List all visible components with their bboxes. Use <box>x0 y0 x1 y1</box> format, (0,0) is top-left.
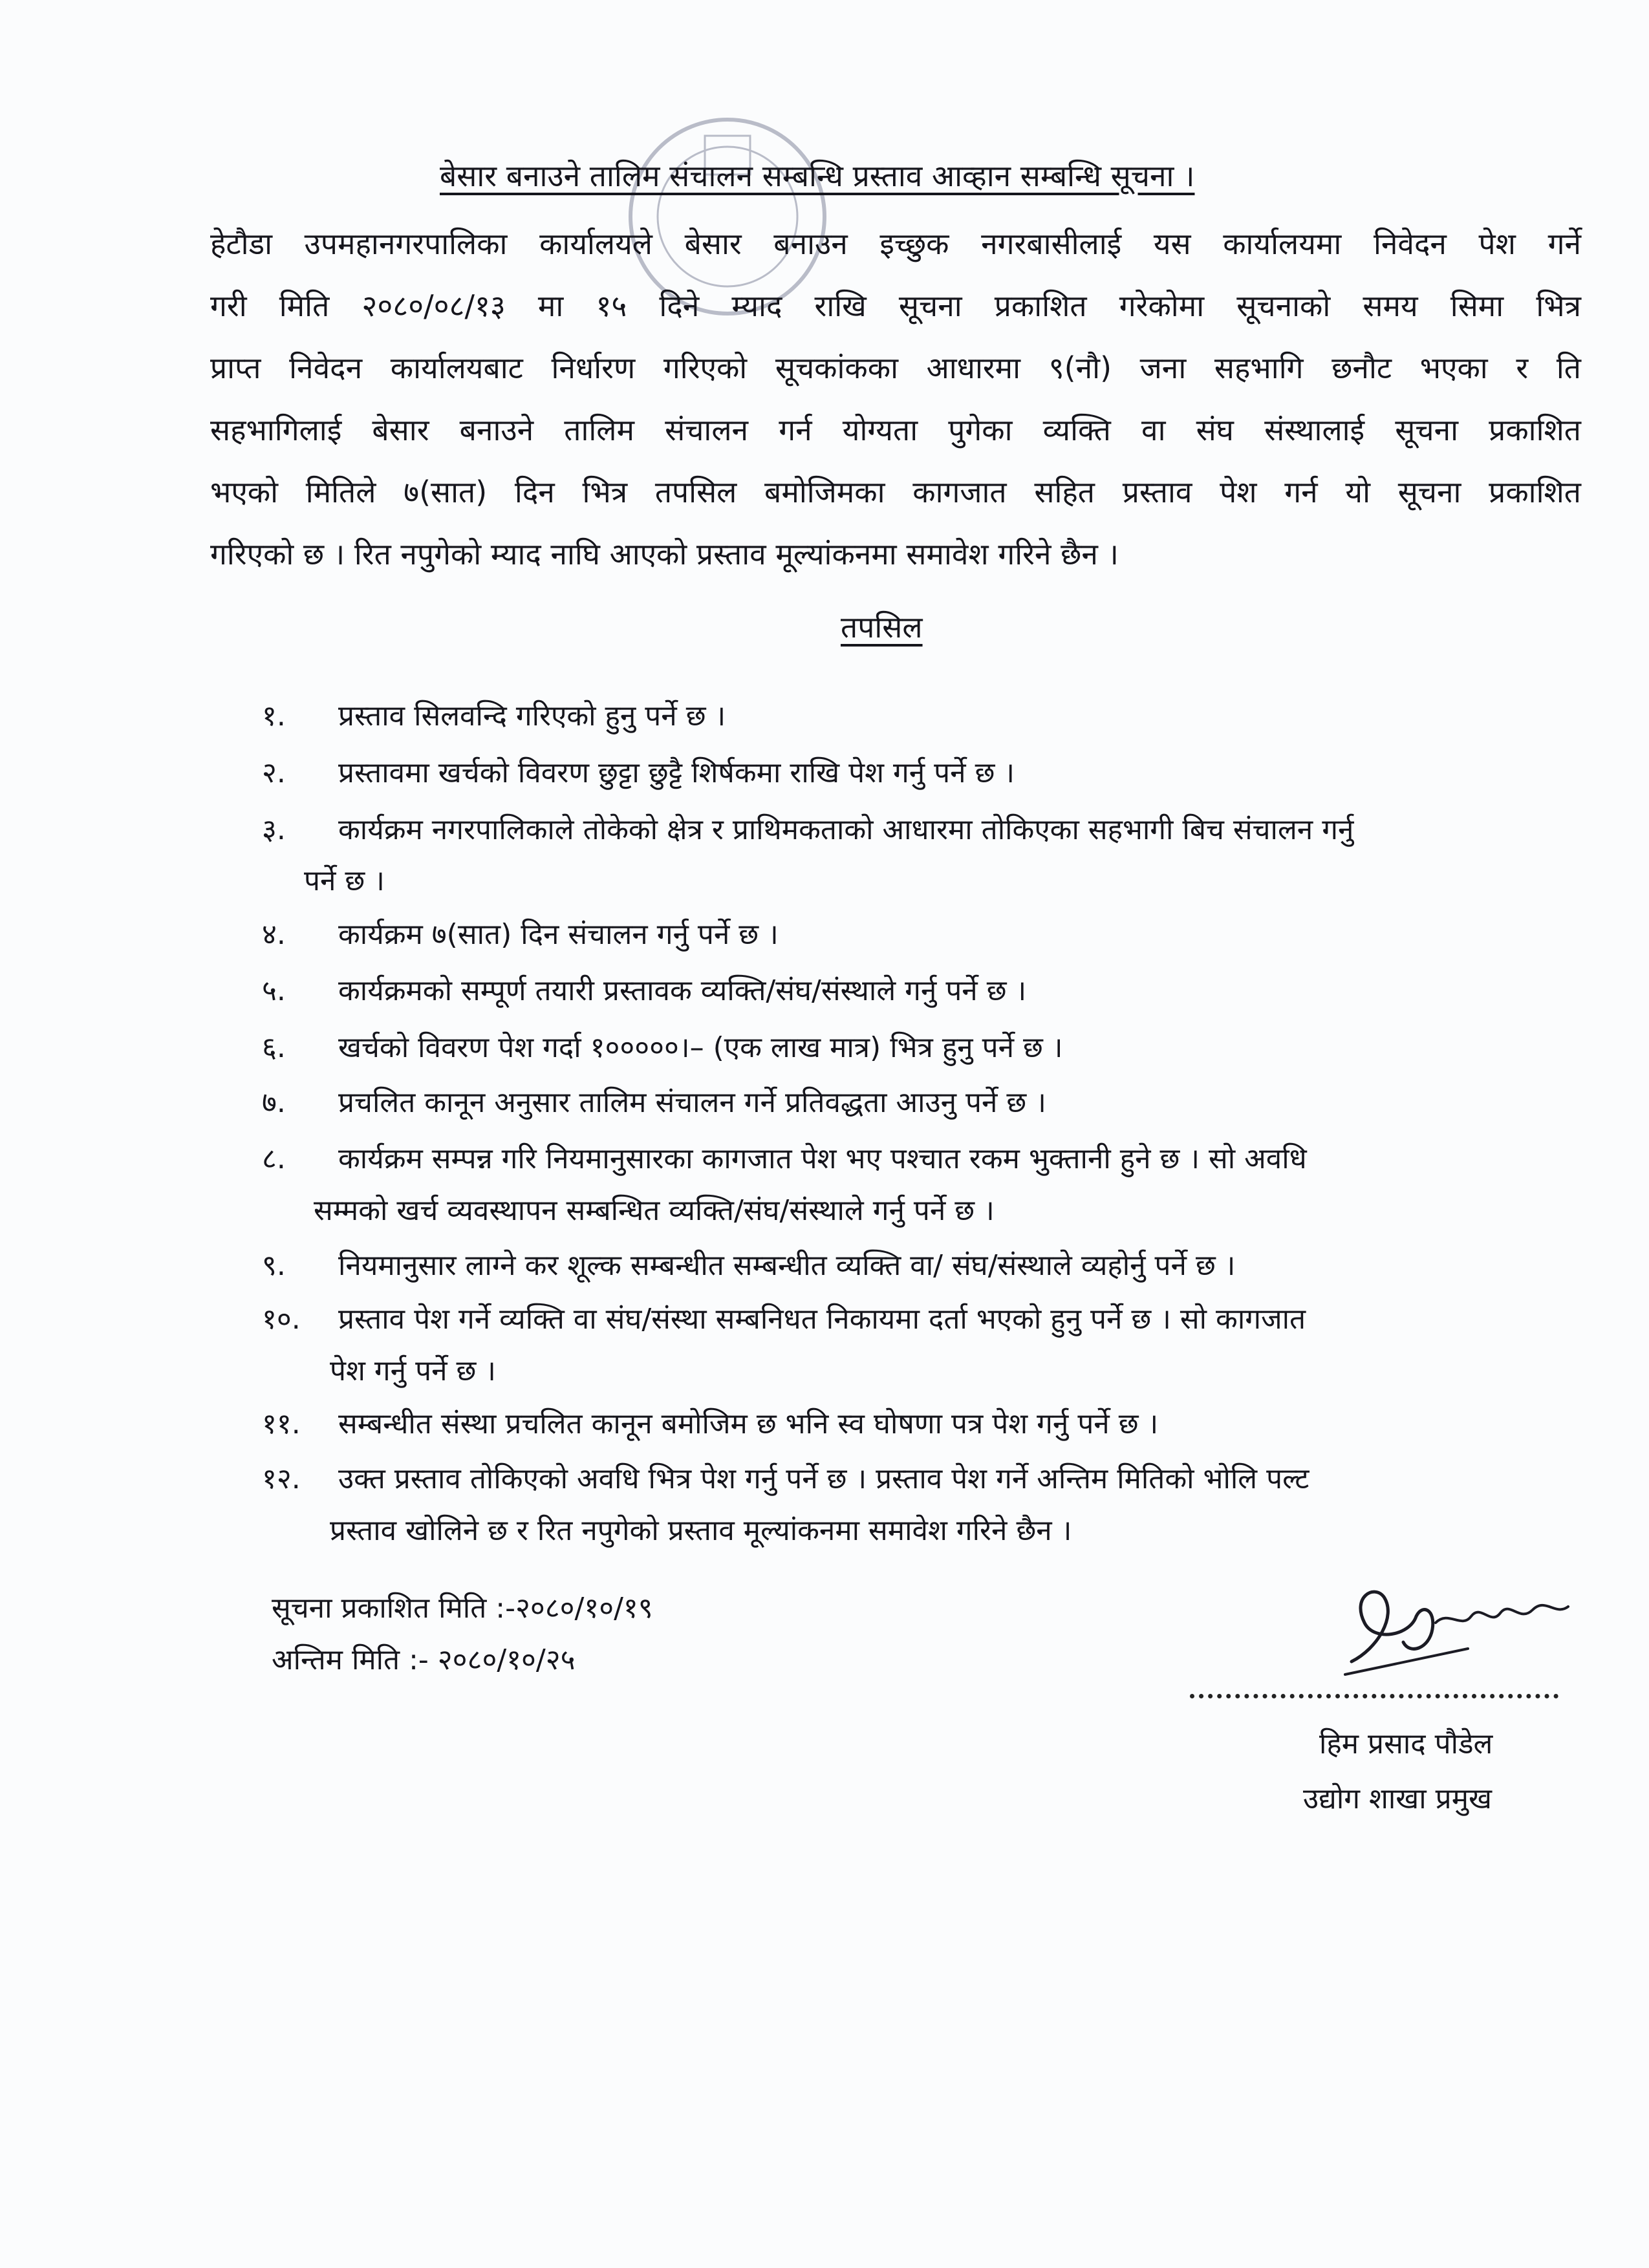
handwritten-signature <box>1339 1571 1584 1681</box>
signer-title: उद्योग शाखा प्रमुख <box>1303 1782 1493 1815</box>
item-continuation: पर्ने छ । <box>304 864 385 897</box>
list-item <box>262 914 779 952</box>
item-text: कार्यक्रम ७(सात) दिन संचालन गर्नु पर्ने छ । <box>338 918 779 951</box>
paragraph-line: हेटौडा उपमहानगरपालिका कार्यालयले बेसार बनाउन इच्छुक नगरबासीलाई यस कार्यालयमा निवेदन पेश गर्ने <box>210 226 1581 261</box>
item-number: १२. <box>262 1462 301 1495</box>
item-text: सम्बन्धीत संस्था प्रचलित कानून बमोजिम छ भनि स्व घोषणा पत्र पेश गर्नु पर्ने छ । <box>338 1407 1159 1440</box>
item-number: ४. <box>262 918 286 951</box>
item-number: ६. <box>262 1031 286 1064</box>
item-text: प्रचलित कानून अनुसार तालिम संचालन गर्ने प्रतिवद्धता आउनु पर्ने छ । <box>338 1086 1046 1119</box>
item-number: ५. <box>262 974 286 1007</box>
list-item <box>262 1245 1235 1283</box>
list-item <box>262 1138 1307 1177</box>
list-item <box>262 809 1353 848</box>
item-text: कार्यक्रमको सम्पूर्ण तयारी प्रस्तावक व्यक्ति/संघ/संस्थाले गर्नु पर्ने छ । <box>338 974 1027 1007</box>
list-item <box>262 1458 1309 1497</box>
published-date: सूचना प्रकाशित मिति :-२०८०/१०/१९ <box>272 1592 653 1625</box>
item-continuation: सम्मको खर्च व्यवस्थापन सम्बन्धित व्यक्ति/संघ/संस्थाले गर्नु पर्ने छ । <box>314 1194 995 1227</box>
list-item <box>262 1298 1306 1337</box>
details-heading: तपसिल <box>841 610 923 645</box>
item-continuation: प्रस्ताव खोलिने छ र रित नपुगेको प्रस्ताव मूल्यांकनमा समावेश गरिने छैन । <box>330 1514 1072 1547</box>
item-text: कार्यक्रम नगरपालिकाले तोकेको क्षेत्र र प्राथिमकताको आधारमा तोकिएका सहभागी बिच संचालन गर्नु <box>338 813 1354 846</box>
item-text: नियमानुसार लाग्ने कर शूल्क सम्बन्धीत सम्बन्धीत व्यक्ति वा/ संघ/संस्थाले व्यहोर्नु पर्ने छ । <box>338 1249 1236 1282</box>
list-item <box>262 752 1015 791</box>
item-text: उक्त प्रस्ताव तोकिएको अवधि भित्र पेश गर्नु पर्ने छ । प्रस्ताव पेश गर्ने अन्तिम मितिको भोलि पल्ट <box>338 1462 1310 1495</box>
paragraph-line: भएको मितिले ७(सात) दिन भित्र तपसिल बमोजिमका कागजात सहित प्रस्ताव पेश गर्न यो सूचना प्रकाशित <box>210 475 1581 509</box>
paragraph-line: गरिएको छ । रित नपुगेको म्याद नाघि आएको प्रस्ताव मूल्यांकनमा समावेश गरिने छैन । <box>210 537 1119 572</box>
item-text: प्रस्ताव सिलवन्दि गरिएको हुनु पर्ने छ । <box>338 700 726 733</box>
signer-name: हिम प्रसाद पौडेल <box>1319 1728 1493 1760</box>
item-number: २. <box>262 756 286 789</box>
item-text: प्रस्ताव पेश गर्ने व्यक्ति वा संघ/संस्था सम्बनिधत निकायमा दर्ता भएको हुनु पर्ने छ । सो कागजात <box>338 1303 1306 1336</box>
list-item <box>262 970 1026 1009</box>
paragraph-line: प्राप्त निवेदन कार्यालयबाट निर्धारण गरिएको सूचकांकका आधारमा ९(नौ) जना सहभागि छनौट भएका र ति <box>210 350 1581 385</box>
item-number: १०. <box>262 1303 301 1336</box>
item-continuation: पेश गर्नु पर्ने छ । <box>330 1354 496 1387</box>
item-text: कार्यक्रम सम्पन्न गरि नियमानुसारका कागजात पेश भए पश्चात रकम भुक्तानी हुने छ । सो अवधि <box>338 1142 1307 1175</box>
item-number: १. <box>262 700 286 733</box>
list-item <box>262 1403 1158 1442</box>
final-date: अन्तिम मिति :- २०८०/१०/२५ <box>272 1643 576 1676</box>
signature-line <box>1190 1694 1558 1698</box>
item-number: ८. <box>262 1142 286 1175</box>
list-item <box>262 1027 1063 1065</box>
list-item <box>262 1082 1046 1120</box>
notice-title: बेसार बनाउने तालिम संचालन सम्बन्धि प्रस्ताव आव्हान सम्बन्धि सूचना । <box>440 158 1195 193</box>
item-number: ११. <box>262 1407 301 1440</box>
item-number: ९. <box>262 1249 286 1282</box>
item-text: खर्चको विवरण पेश गर्दा १०००००।– (एक लाख मात्र) भित्र हुनु पर्ने छ । <box>338 1031 1063 1064</box>
paragraph-line: सहभागिलाई बेसार बनाउने तालिम संचालन गर्न योग्यता पुगेका व्यक्ति वा संघ संस्थालाई सूचना प्रकाशित <box>210 412 1581 447</box>
item-number: ३. <box>262 813 286 846</box>
item-text: प्रस्तावमा खर्चको विवरण छुट्टा छुट्टै शिर्षकमा राखि पेश गर्नु पर्ने छ । <box>338 756 1015 789</box>
item-number: ७. <box>262 1086 286 1119</box>
list-item <box>262 695 726 734</box>
paragraph-line: गरी मिति २०८०/०८/१३ मा १५ दिने म्याद राखि सूचना प्रकाशित गरेकोमा सूचनाको समय सिमा भित्र <box>210 288 1581 323</box>
